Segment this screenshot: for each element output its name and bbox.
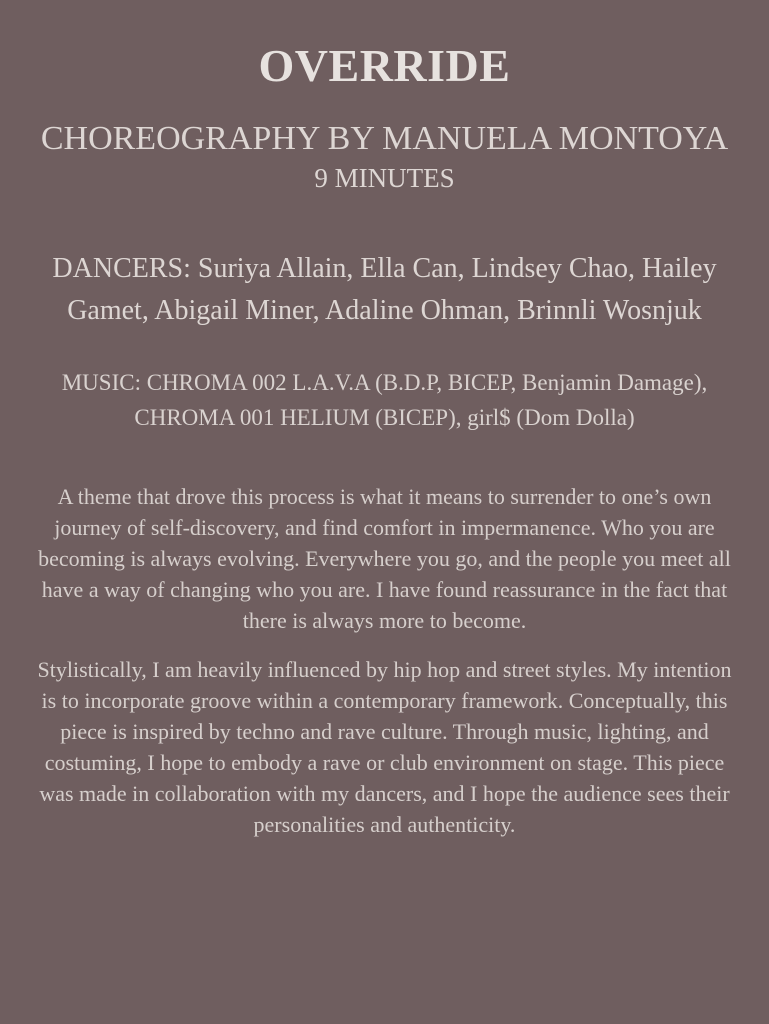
dancers-list: DANCERS: Suriya Allain, Ella Can, Lindsey Chao, Hailey Gamet, Abigail Miner, Adaline Ohman, Brinnli Wosnjuk — [52, 253, 717, 327]
program-content — [35, 38, 735, 840]
program-title: OVERRIDE — [258, 40, 511, 91]
duration-label: 9 MINUTES — [314, 162, 455, 193]
choreographer-credit: CHOREOGRAPHY BY MANUELA MONTOYA — [40, 120, 729, 158]
statement-paragraph-1: A theme that drove this process is what it means to surrender to one’s own journey of self-discovery, and find comfort in impermanence. Who you are becoming is always evolving. Everywhere you go, and the people you meet all have a way of changing who you are. I have found reassurance in the fact that there is always more to become. — [38, 484, 731, 634]
statement-paragraph-2: Stylistically, I am heavily influenced by hip hop and street styles. My intention is to incorporate groove within a contemporary framework. Conceptually, this piece is inspired by techno and rave culture. Through music, lighting, and costuming, I hope to embody a rave or club environment on stage. This piece was made in collaboration with my dancers, and I hope the audience sees their personalities and authenticity. — [37, 657, 732, 838]
music-credits: MUSIC: CHROMA 002 L.A.V.A (B.D.P, BICEP, Benjamin Damage), CHROMA 001 HELIUM (BICEP), girl$ (Dom Dolla) — [61, 370, 708, 430]
